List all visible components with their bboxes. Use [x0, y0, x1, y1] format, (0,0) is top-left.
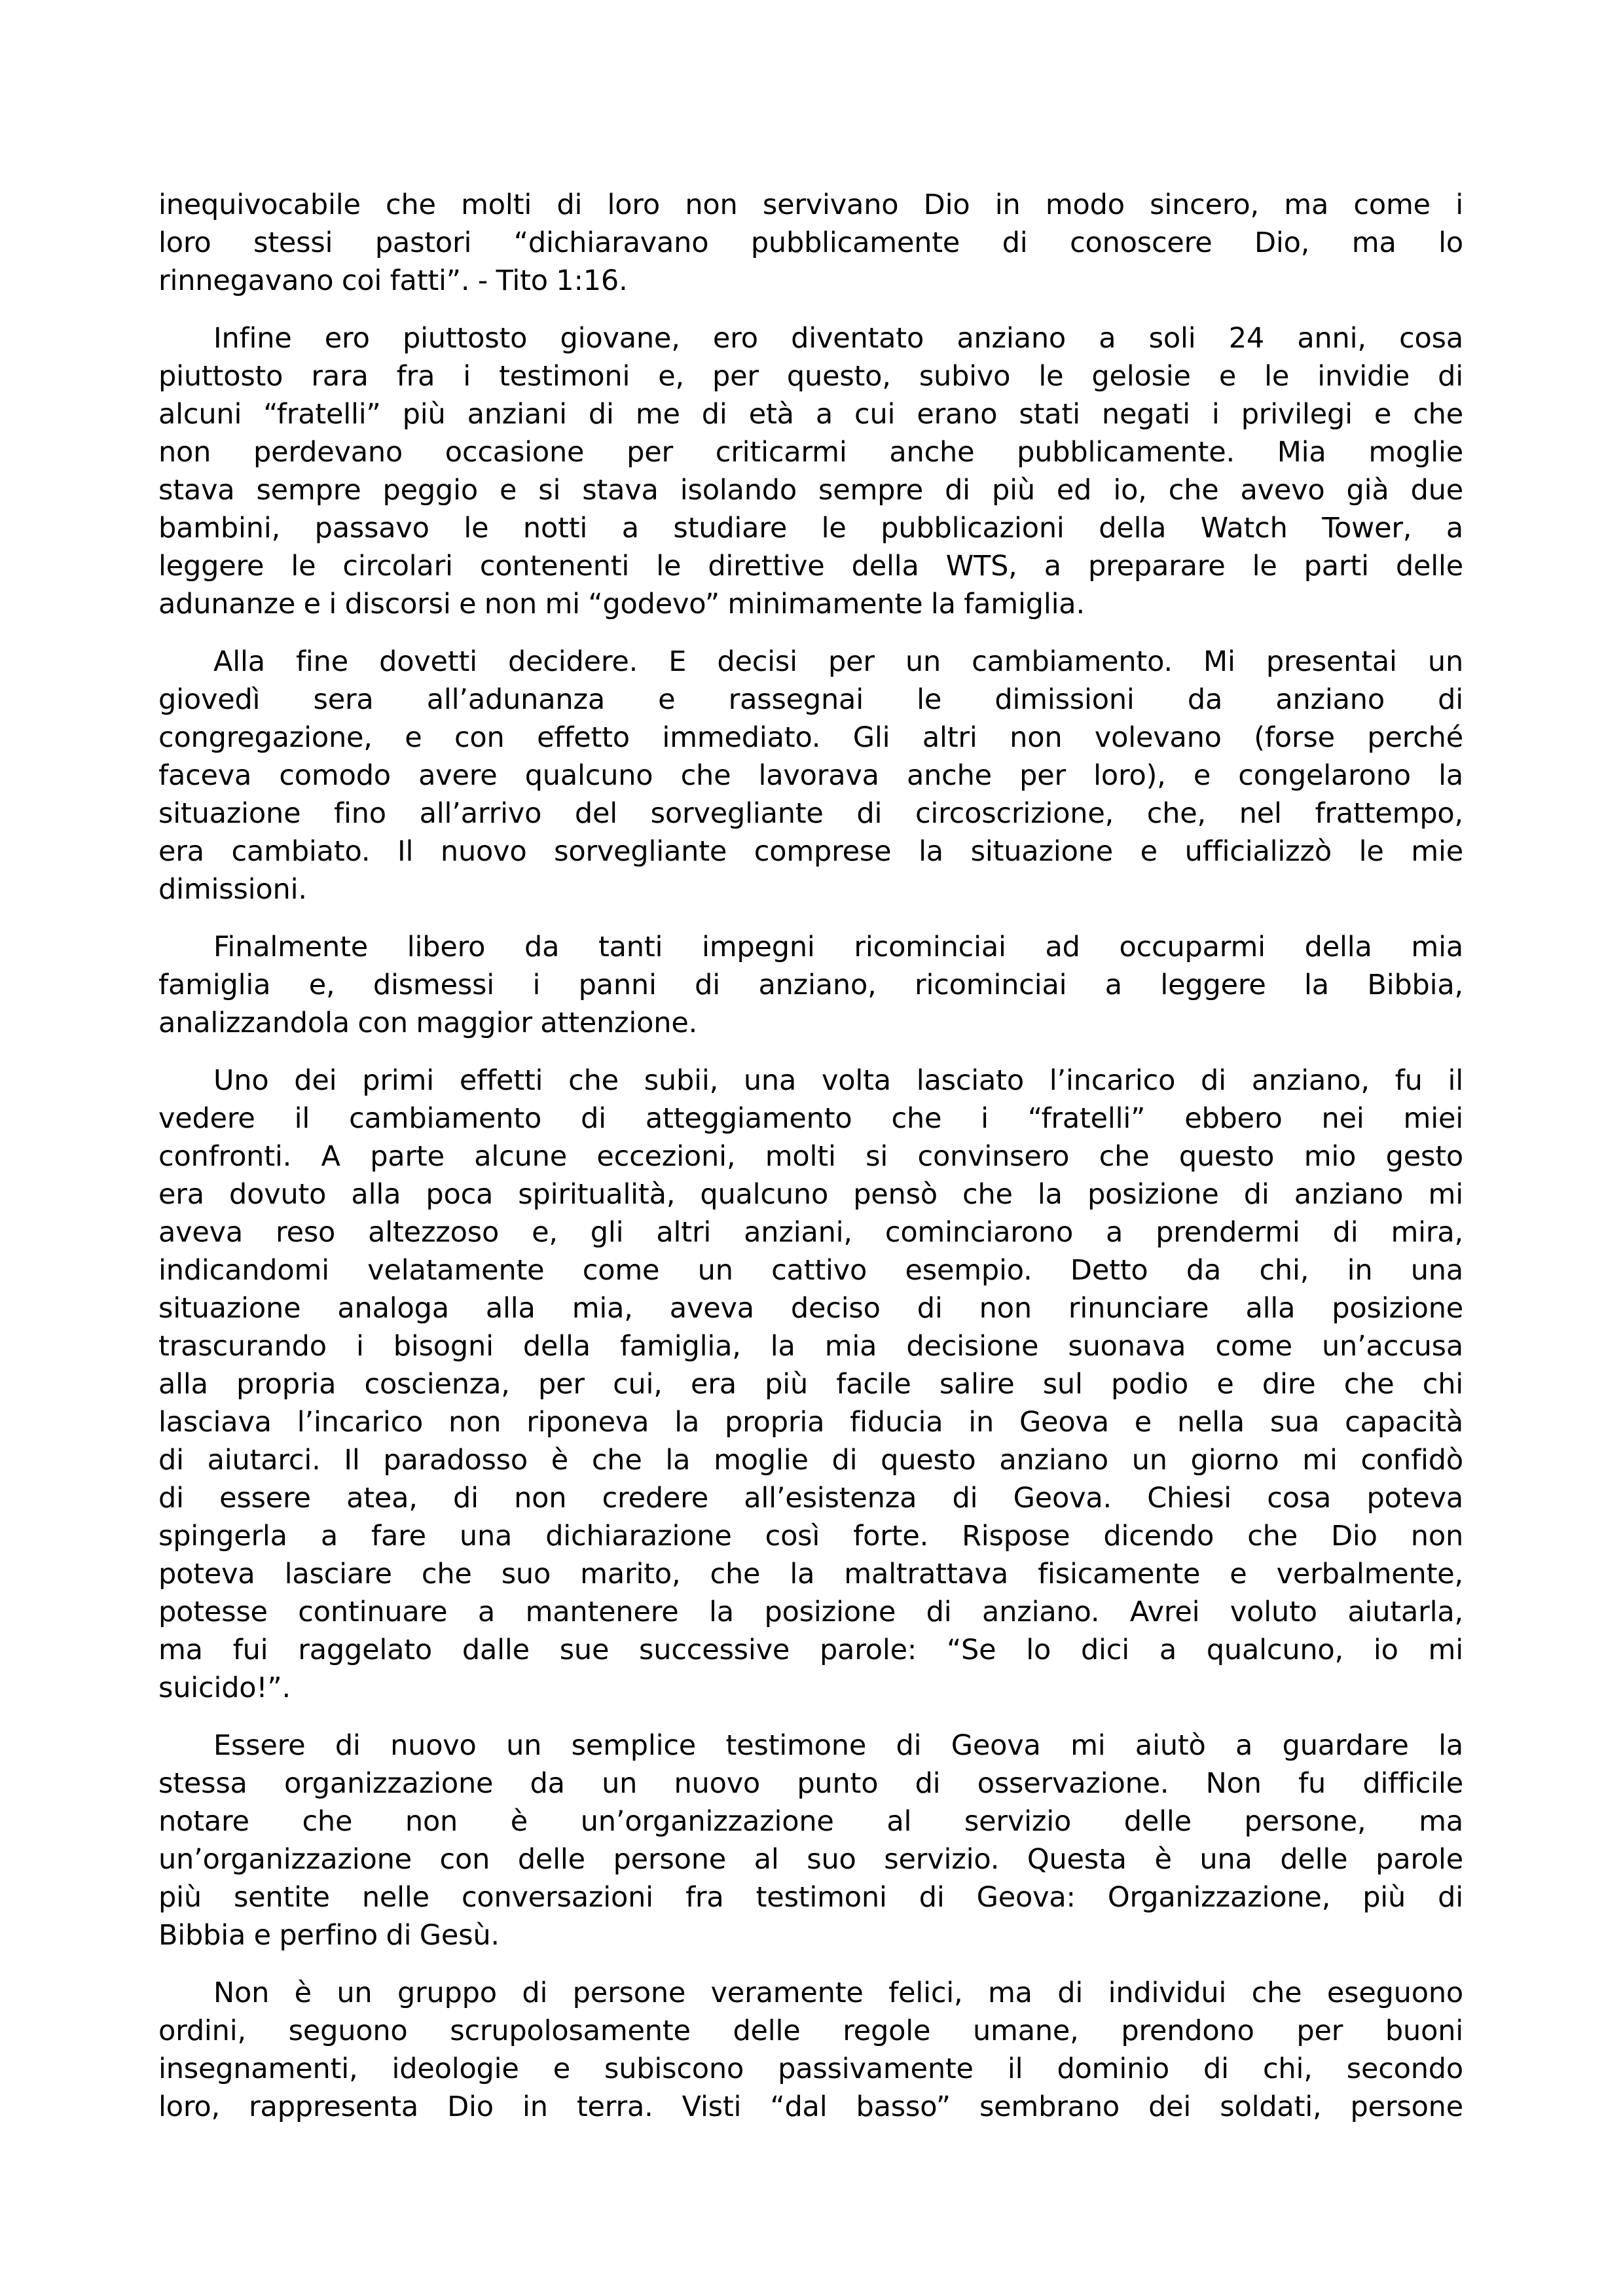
- text-line: situazione analoga alla mia, aveva deciso di non rinunciare alla posizione: [158, 1292, 1463, 1325]
- text-line: insegnamenti, ideologie e subiscono passivamente il dominio di chi, secondo: [158, 2053, 1463, 2085]
- paragraph: [158, 643, 1463, 908]
- text-line: più sentite nelle conversazioni fra testimoni di Geova: Organizzazione, più di: [158, 1881, 1463, 1914]
- text-line: famiglia e, dismessi i panni di anziano, ricominciai a leggere la Bibbia,: [158, 969, 1463, 1001]
- text-line: Infine ero piuttosto giovane, ero diventato anziano a soli 24 anni, cosa: [213, 322, 1463, 355]
- text-line: vedere il cambiamento di atteggiamento che i “fratelli” ebbero nei miei: [158, 1102, 1463, 1135]
- text-line: bambini, passavo le notti a studiare le pubblicazioni della Watch Tower, a: [158, 512, 1463, 545]
- paragraph: [158, 1974, 1463, 2126]
- text-line: potesse continuare a mantenere la posizione di anziano. Avrei voluto aiutarla,: [158, 1596, 1463, 1628]
- paragraph: [158, 319, 1463, 623]
- text-line: leggere le circolari contenenti le direttive della WTS, a preparare le parti delle: [158, 550, 1463, 583]
- text-line: loro stessi pastori “dichiaravano pubblicamente di conoscere Dio, ma lo: [158, 226, 1463, 259]
- text-line: di essere atea, di non credere all’esistenza di Geova. Chiesi cosa poteva: [158, 1482, 1463, 1515]
- text-line: rinnegavano coi fatti”. - Tito 1:16.: [158, 264, 628, 297]
- text-line: lasciava l’incarico non riponeva la propria fiducia in Geova e nella sua capacità: [158, 1406, 1463, 1439]
- text-line: suicido!”.: [158, 1672, 291, 1704]
- document-text: [158, 186, 1463, 2126]
- text-line: ordini, seguono scrupolosamente delle regole umane, prendono per buoni: [158, 2015, 1463, 2047]
- text-line: Uno dei primi effetti che subii, una volta lasciato l’incarico di anziano, fu il: [213, 1064, 1463, 1097]
- paragraph: [158, 1062, 1463, 1707]
- text-line: Alla fine dovetti decidere. E decisi per un cambiamento. Mi presentai un: [213, 645, 1463, 678]
- text-line: un’organizzazione con delle persone al suo servizio. Questa è una delle parole: [158, 1843, 1463, 1876]
- text-line: ma fui raggelato dalle sue successive parole: “Se lo dici a qualcuno, io mi: [158, 1634, 1463, 1666]
- text-line: era dovuto alla poca spiritualità, qualcuno pensò che la posizione di anziano mi: [158, 1178, 1463, 1211]
- text-line: Essere di nuovo un semplice testimone di Geova mi aiutò a guardare la: [213, 1729, 1463, 1762]
- paragraph: [158, 1727, 1463, 1954]
- text-line: era cambiato. Il nuovo sorvegliante comprese la situazione e ufficializzò le mie: [158, 835, 1463, 868]
- text-line: congregazione, e con effetto immediato. Gli altri non volevano (forse perché: [158, 721, 1463, 754]
- text-line: alcuni “fratelli” più anziani di me di età a cui erano stati negati i privilegi e che: [158, 398, 1463, 431]
- text-line: poteva lasciare che suo marito, che la maltrattava fisicamente e verbalmente,: [158, 1558, 1463, 1590]
- text-line: aveva reso altezzoso e, gli altri anziani, cominciarono a prendermi di mira,: [158, 1216, 1463, 1249]
- text-line: spingerla a fare una dichiarazione così forte. Rispose dicendo che Dio non: [158, 1520, 1463, 1552]
- text-line: dimissioni.: [158, 873, 307, 906]
- text-line: trascurando i bisogni della famiglia, la mia decisione suonava come un’accusa: [158, 1330, 1463, 1363]
- text-line: indicandomi velatamente come un cattivo esempio. Detto da chi, in una: [158, 1254, 1463, 1287]
- text-line: alla propria coscienza, per cui, era più facile salire sul podio e dire che chi: [158, 1368, 1463, 1401]
- text-line: situazione fino all’arrivo del sorvegliante di circoscrizione, che, nel frattempo,: [158, 797, 1463, 830]
- text-line: piuttosto rara fra i testimoni e, per questo, subivo le gelosie e le invidie di: [158, 360, 1463, 393]
- text-line: Bibbia e perfino di Gesù.: [158, 1919, 500, 1952]
- text-line: loro, rappresenta Dio in terra. Visti “dal basso” sembrano dei soldati, persone: [158, 2090, 1463, 2123]
- text-line: non perdevano occasione per criticarmi anche pubblicamente. Mia moglie: [158, 436, 1463, 469]
- text-line: stessa organizzazione da un nuovo punto di osservazione. Non fu difficile: [158, 1767, 1463, 1800]
- text-line: inequivocabile che molti di loro non servivano Dio in modo sincero, ma come i: [158, 188, 1463, 221]
- text-line: confronti. A parte alcune eccezioni, molti si convinsero che questo mio gesto: [158, 1140, 1463, 1173]
- text-line: stava sempre peggio e si stava isolando sempre di più ed io, che avevo già due: [158, 474, 1463, 507]
- text-line: faceva comodo avere qualcuno che lavorava anche per loro), e congelarono la: [158, 759, 1463, 792]
- text-line: di aiutarci. Il paradosso è che la moglie di questo anziano un giorno mi confidò: [158, 1444, 1463, 1477]
- text-line: Non è un gruppo di persone veramente felici, ma di individui che eseguono: [213, 1977, 1463, 2009]
- text-line: analizzandola con maggior attenzione.: [158, 1007, 698, 1039]
- text-line: Finalmente libero da tanti impegni ricominciai ad occuparmi della mia: [213, 931, 1463, 963]
- text-line: adunanze e i discorsi e non mi “godevo” minimamente la famiglia.: [158, 588, 1085, 620]
- text-line: giovedì sera all’adunanza e rassegnai le dimissioni da anziano di: [158, 683, 1463, 716]
- text-line: notare che non è un’organizzazione al servizio delle persone, ma: [158, 1805, 1463, 1838]
- paragraph: [158, 928, 1463, 1042]
- paragraph: [158, 186, 1463, 300]
